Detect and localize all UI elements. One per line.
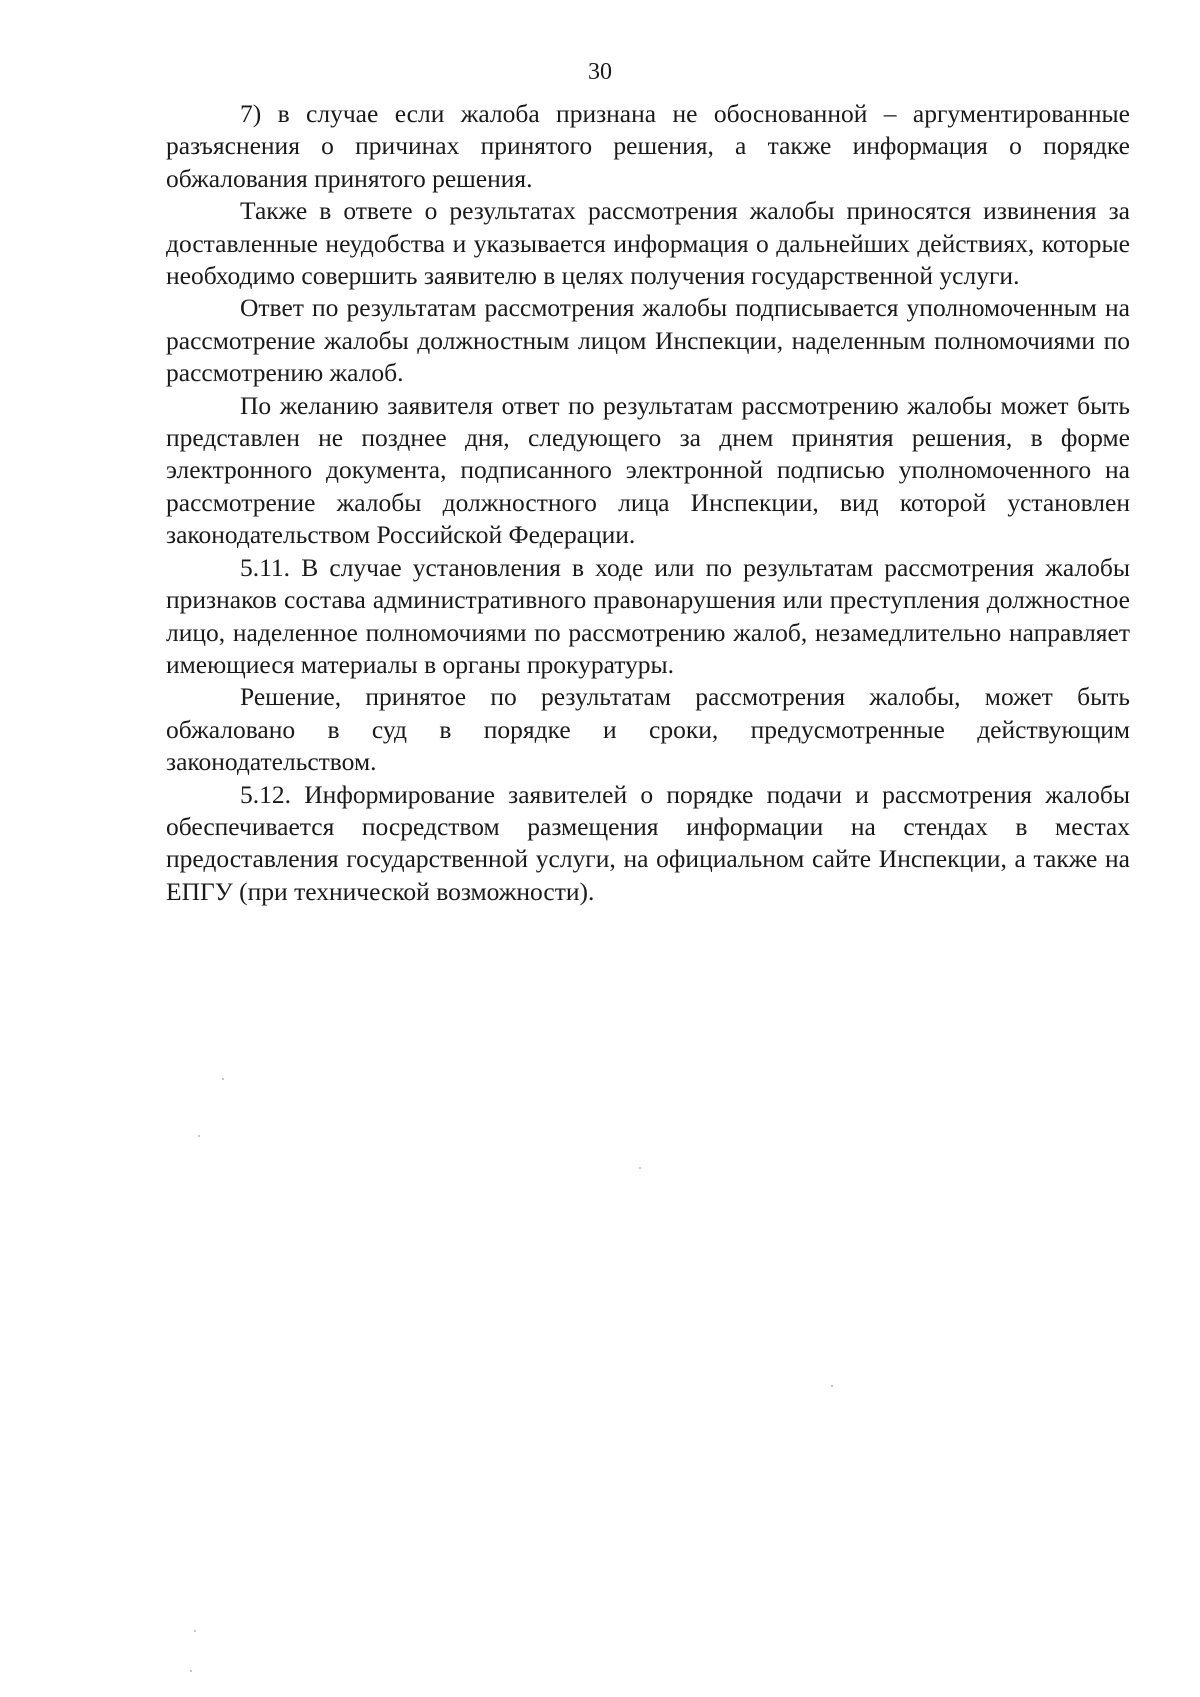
page-number: 30 xyxy=(588,59,612,85)
scan-speck xyxy=(198,1135,200,1137)
scan-speck xyxy=(194,1630,196,1632)
document-body xyxy=(166,98,1130,908)
scan-speck xyxy=(639,1167,641,1169)
scan-speck xyxy=(190,1670,192,1672)
paragraph-electronic-answer: По желанию заявителя ответ по результатам рассмотрению жалобы может быть представлен не позднее дня, следующего за днем принятия решения, в форме электронного документа, подписанного электронной подписью уполномоченного на рассмотрение жалобы должностного лица Инспекции, вид которой установлен законодательством Российской Федерации. xyxy=(166,390,1130,550)
paragraph-section-5-12: 5.12. Информирование заявителей о порядке подачи и рассмотрения жалобы обеспечивается посредством размещения информации на стендах в местах предоставления государственной услуги, на официальном сайте Инспекции, а также на ЕПГУ (при технической возможности). xyxy=(166,779,1130,906)
paragraph-item-7: 7) в случае если жалоба признана не обоснованной – аргументированные разъяснения о причинах принятого решения, а также информация о порядке обжалования принятого решения. xyxy=(166,99,1130,193)
scan-speck xyxy=(222,1078,224,1080)
paragraph-appeal-to-court: Решение, принятое по результатам рассмотрения жалобы, может быть обжаловано в суд в порядке и сроки, предусмотренные действующим законодательством. xyxy=(166,682,1130,777)
scan-speck xyxy=(831,1385,833,1387)
paragraph-section-5-11: 5.11. В случае установления в ходе или по результатам рассмотрения жалобы признаков состава административного правонарушения или преступления должностное лицо, наделенное полномочиями по рассмотрению жалоб, незамедлительно направляет имеющиеся материалы в органы прокуратуры. xyxy=(166,552,1130,679)
paragraph-apology: Также в ответе о результатах рассмотрения жалобы приносятся извинения за доставленные неудобства и указывается информация о дальнейших действиях, которые необходимо совершить заявителю в целях получения государственной услуги. xyxy=(166,196,1130,291)
paragraph-signature: Ответ по результатам рассмотрения жалобы подписывается уполномоченным на рассмотрение жалобы должностным лицом Инспекции, наделенным полномочиями по рассмотрению жалоб. xyxy=(166,293,1130,388)
